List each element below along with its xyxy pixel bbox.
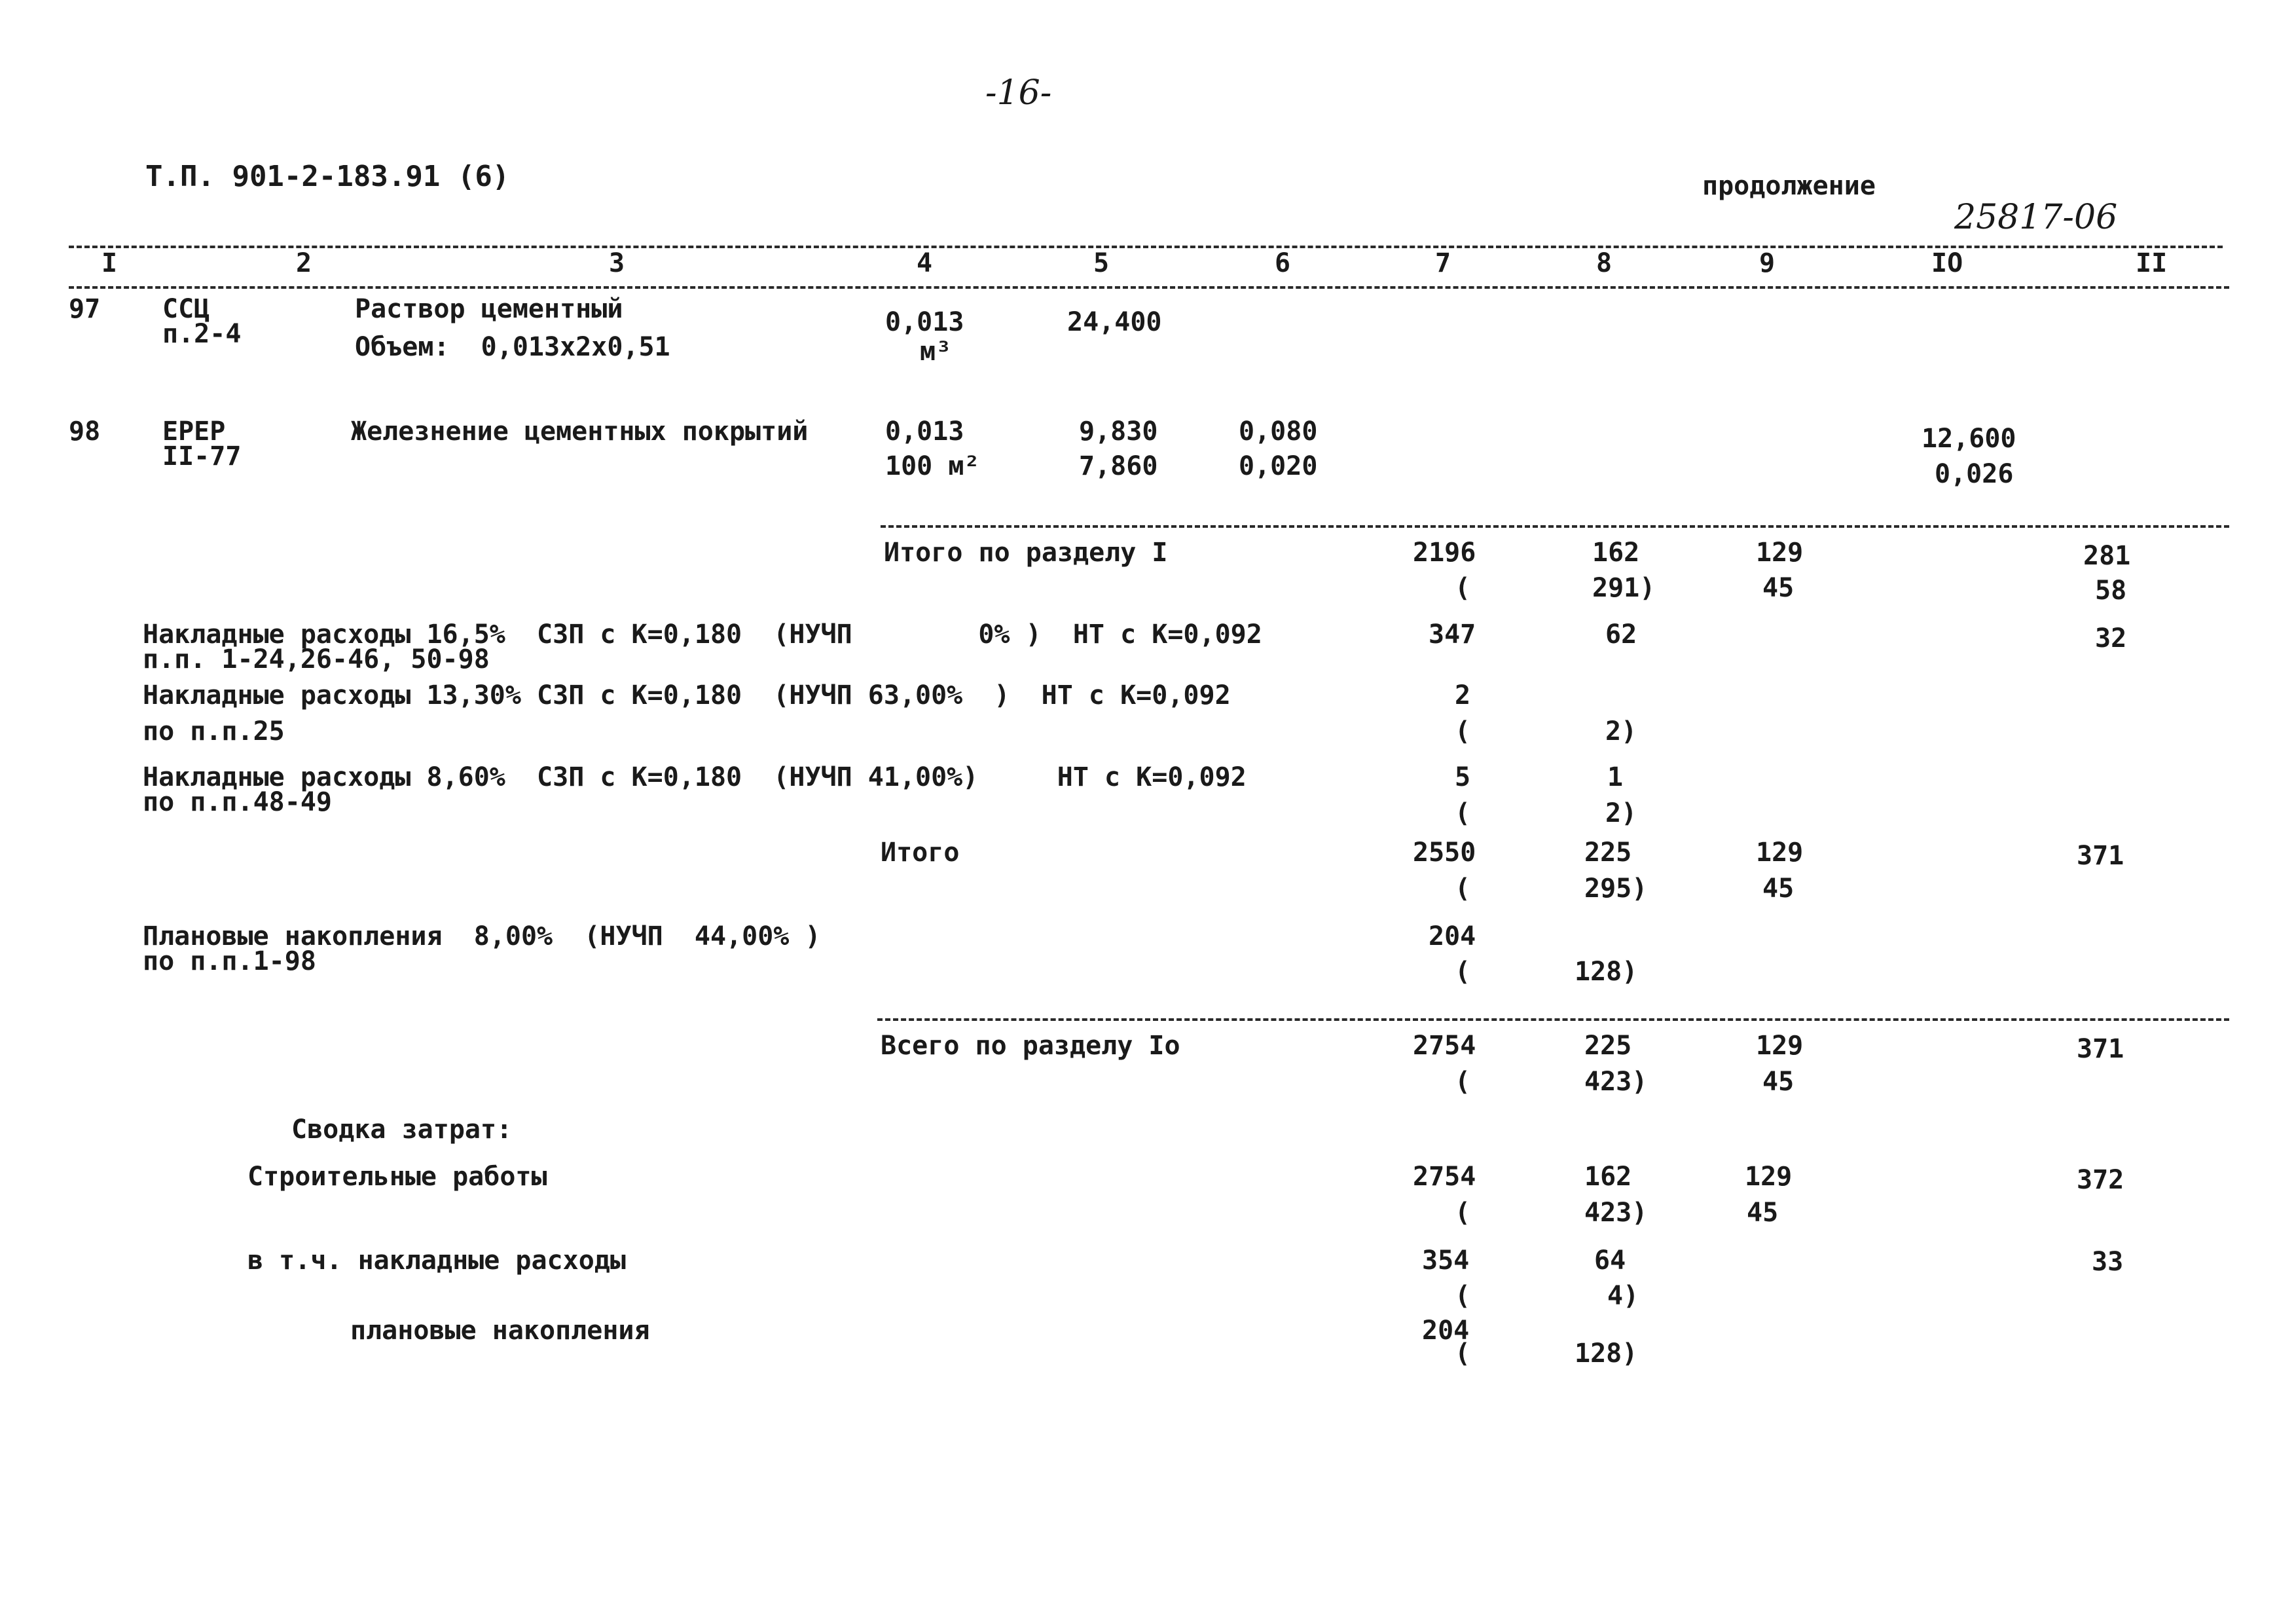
overhead-3-ref: по п.п.48-49 <box>143 787 332 817</box>
summary-construction-col7b: ( <box>1455 1198 1471 1228</box>
summary-overhead-col11: 33 <box>2092 1247 2124 1277</box>
row-98-code: ЕРЕР <box>162 416 226 447</box>
overhead-3-text: Накладные расходы 8,60% СЗП с К=0,180 (НУЧП 41,00%) НТ с К=0,092 <box>143 762 1247 792</box>
overhead-3-col7b: ( <box>1455 798 1471 828</box>
plan-col7b: ( <box>1455 957 1471 987</box>
column-header-8: 8 <box>1596 248 1613 278</box>
plan-text: Плановые накопления 8,00% (НУЧП 44,00% ) <box>143 921 821 951</box>
grand-total-col8: 225 <box>1584 1031 1632 1061</box>
row-97-description: Раствор цементный <box>355 294 623 324</box>
row-98-number: 98 <box>69 416 101 447</box>
overhead-3-col8b: 2) <box>1605 798 1637 828</box>
plan-col8b: 128) <box>1575 957 1638 987</box>
itogo-col8: 225 <box>1584 838 1632 868</box>
grand-total-col7b: ( <box>1455 1067 1471 1097</box>
itogo-col7: 2550 <box>1413 838 1476 868</box>
column-header-9: 9 <box>1759 248 1776 278</box>
overhead-1-col7: 347 <box>1429 619 1476 650</box>
registration-number: 25817-06 <box>1954 198 2118 237</box>
section-total-col8b: 291) <box>1592 573 1656 603</box>
summary-overhead-col7: 354 <box>1422 1246 1470 1276</box>
section-total-rule <box>881 525 2229 528</box>
itogo-col8b: 295) <box>1584 874 1648 904</box>
overhead-3-col7: 5 <box>1455 762 1471 792</box>
column-header-11: II <box>2136 248 2168 278</box>
column-header-4: 4 <box>917 248 933 278</box>
summary-construction-col11: 372 <box>2077 1165 2124 1195</box>
summary-construction-col7: 2754 <box>1413 1162 1476 1192</box>
overhead-1-text: Накладные расходы 16,5% СЗП с К=0,180 (НУЧП 0% ) НТ с К=0,092 <box>143 619 1262 650</box>
section-total-col9b: 45 <box>1762 573 1795 603</box>
summary-construction-label: Строительные работы <box>247 1162 547 1192</box>
summary-overhead-label: в т.ч. накладные расходы <box>247 1246 626 1276</box>
section-total-label: Итого по разделу I <box>884 538 1168 568</box>
overhead-2-text: Накладные расходы 13,30% СЗП с К=0,180 (НУЧП 63,00% ) НТ с К=0,092 <box>143 680 1231 710</box>
row-97-code: ССЦ <box>162 294 210 324</box>
row-98-col6-a: 0,080 <box>1239 416 1318 447</box>
grand-total-rule <box>877 1018 2229 1021</box>
overhead-2-col7b: ( <box>1455 716 1471 747</box>
grand-total-col7: 2754 <box>1413 1031 1476 1061</box>
row-98-code-ref: II-77 <box>162 441 242 471</box>
row-98-col10-b: 0,026 <box>1935 459 2014 489</box>
overhead-1-col8: 62 <box>1605 619 1637 650</box>
section-total-col8: 162 <box>1592 538 1640 568</box>
document-code: Т.П. 901-2-183.91 (6) <box>145 160 510 193</box>
grand-total-col9b: 45 <box>1762 1067 1795 1097</box>
section-total-col9: 129 <box>1756 538 1804 568</box>
itogo-col7b: ( <box>1455 874 1471 904</box>
section-total-col11b: 58 <box>2095 576 2127 606</box>
row-97-number: 97 <box>69 294 101 324</box>
row-98-col5-a: 9,830 <box>1079 416 1158 447</box>
plan-col7: 204 <box>1429 921 1476 951</box>
grand-total-label: Всего по разделу Iо <box>881 1031 1180 1061</box>
column-header-5: 5 <box>1093 248 1110 278</box>
row-98-col10-a: 12,600 <box>1922 424 2016 454</box>
plan-ref: по п.п.1-98 <box>143 946 316 976</box>
summary-overhead-col7b: ( <box>1455 1281 1471 1311</box>
continuation-label: продолжение <box>1702 171 1876 201</box>
row-97-quantity: 0,013 <box>885 307 964 337</box>
overhead-2-col7: 2 <box>1455 680 1471 710</box>
itogo-col11: 371 <box>2077 841 2124 871</box>
column-header-1: I <box>101 248 118 278</box>
summary-overhead-col8b: 4) <box>1607 1281 1639 1311</box>
row-98-quantity: 0,013 <box>885 416 964 447</box>
row-97-col5: 24,400 <box>1067 307 1162 337</box>
page-number: -16- <box>985 73 1052 113</box>
row-98-description: Железнение цементных покрытий <box>351 416 809 447</box>
overhead-1-ref: п.п. 1-24,26-46, 50-98 <box>143 644 490 674</box>
row-98-col5-b: 7,860 <box>1079 451 1158 481</box>
summary-planned-col7: 204 <box>1422 1316 1470 1346</box>
summary-construction-col8b: 423) <box>1584 1198 1648 1228</box>
summary-overhead-col8: 64 <box>1594 1246 1626 1276</box>
overhead-2-col8b: 2) <box>1605 716 1637 747</box>
row-98-unit: 100 м² <box>885 451 980 481</box>
row-97-unit: м³ <box>920 337 952 367</box>
row-97-volume: Объем: 0,013х2х0,51 <box>355 332 670 362</box>
summary-planned-col8b: 128) <box>1575 1338 1638 1369</box>
column-header-2: 2 <box>296 248 312 278</box>
section-total-col7: 2196 <box>1413 538 1476 568</box>
summary-planned-col7b: ( <box>1455 1338 1471 1369</box>
column-header-3: 3 <box>609 248 625 278</box>
overhead-3-col8: 1 <box>1607 762 1624 792</box>
grand-total-col8b: 423) <box>1584 1067 1648 1097</box>
itogo-label: Итого <box>881 838 960 868</box>
itogo-col9: 129 <box>1756 838 1804 868</box>
row-98-col6-b: 0,020 <box>1239 451 1318 481</box>
column-header-10: IO <box>1931 248 1963 278</box>
itogo-col9b: 45 <box>1762 874 1795 904</box>
column-header-6: 6 <box>1275 248 1291 278</box>
table-header-rule <box>69 286 2229 289</box>
section-total-col7b: ( <box>1455 573 1471 603</box>
grand-total-col11: 371 <box>2077 1034 2124 1064</box>
summary-construction-col9: 129 <box>1745 1162 1793 1192</box>
overhead-1-col11: 32 <box>2095 623 2127 654</box>
table-top-rule <box>69 246 2223 248</box>
summary-title: Сводка затрат: <box>291 1115 513 1145</box>
grand-total-col9: 129 <box>1756 1031 1804 1061</box>
summary-planned-label: плановые накопления <box>350 1316 650 1346</box>
overhead-2-ref: по п.п.25 <box>143 716 285 747</box>
summary-construction-col9b: 45 <box>1747 1198 1779 1228</box>
summary-construction-col8: 162 <box>1584 1162 1632 1192</box>
column-header-7: 7 <box>1435 248 1451 278</box>
section-total-col11: 281 <box>2083 541 2131 571</box>
row-97-code-ref: п.2-4 <box>162 319 242 349</box>
